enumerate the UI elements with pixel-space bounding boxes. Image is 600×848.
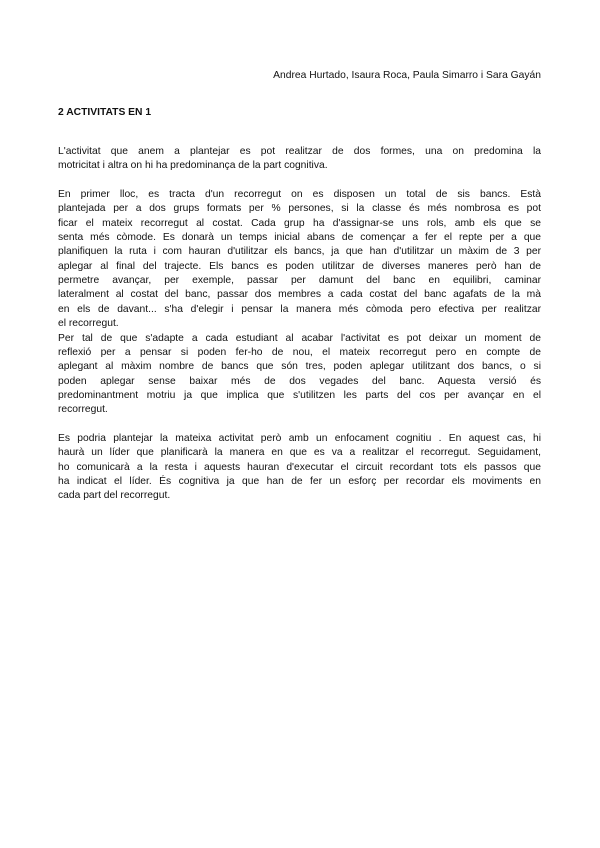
text-line: senta més còmode. Es donarà un temps inicial abans de començar a fer el repte per a que (58, 232, 541, 244)
text-line: Es podria plantejar la mateixa activitat però amb un enfocament cognitiu . En aquest cas, hi (58, 433, 541, 444)
text-line: plantejada per a dos grups formats per % persones, si la classe és més nombrosa es pot (58, 203, 541, 215)
text-line: poden aplegar sense baixar més de dos vegades del banc. Aquesta versió és (58, 375, 541, 387)
text-line: en els de davant... s'ha d'elegir i pensar la manera més còmoda pero efectiva per realitzar (58, 303, 541, 315)
text-line: lateralment al costat del banc, passar dos membres a cada costat del banc agafats de la mà (58, 289, 541, 301)
paragraph-intro (58, 145, 541, 174)
text-line: ha indicat el líder. És cognitiva ja que han de fer un esforç per recordar els moviments en (58, 476, 541, 488)
document-authors: Andrea Hurtado, Isaura Roca, Paula Simarro i Sara Gayán (273, 70, 541, 81)
text-line: Per tal de que s'adapte a cada estudiant al acabar l'activitat es pot deixar un moment de (58, 332, 541, 344)
text-line: En primer lloc, es tracta d'un recorregut on es disposen un total de sis bancs. Està (58, 189, 541, 200)
text-line: ho comunicarà a la resta i aquests hauran d'executar el circuit recordant tots els passos que (58, 461, 541, 473)
text-line: L'activitat que anem a plantejar es pot realitzar de dos formes, una on predomina la (58, 146, 541, 157)
text-line: aplegar al final del trajecte. Els bancs es poden utilitzar de diverses maneres però han de (58, 260, 541, 272)
text-line: cada part del recorregut. (58, 490, 171, 502)
text-line: motricitat i altra on hi ha predominança de la part cognitiva. (58, 160, 328, 172)
text-line: permetre avançar, per exemple, passar per damunt del banc en equilibri, caminar (58, 275, 541, 287)
text-line: haurà un líder que planificarà la manera en que es va a realitzar el recorregut. Seguidament, (58, 447, 541, 459)
text-line: aplegant al màxim nombre de bancs que són tres, poden aplegar utilitzant dos bancs, o si (58, 361, 541, 373)
text-line: ficar el mateix recorregut al costat. Cada grup ha d'assignar-se uns rols, amb els que se (58, 217, 541, 229)
document-title: 2 ACTIVITATS EN 1 (58, 107, 152, 118)
paragraph-adaptation (58, 332, 541, 418)
paragraph-first-version (58, 188, 541, 331)
text-line: reflexió per a pensar si poden fer-ho de nou, el mateix recorregut pero en compte de (58, 346, 541, 358)
text-line: predominantment motriu ja que implica que s'utilitzen les parts del cos per avançar en el (58, 389, 541, 401)
text-line: recorregut. (58, 404, 108, 416)
text-line: planifiquen la ruta i com hauran d'utilitzar els bancs, ja que han d'utilitzar un màxim de 3 per (58, 246, 541, 258)
paragraph-cognitive-version (58, 432, 541, 504)
text-line: el recorregut. (58, 318, 119, 330)
